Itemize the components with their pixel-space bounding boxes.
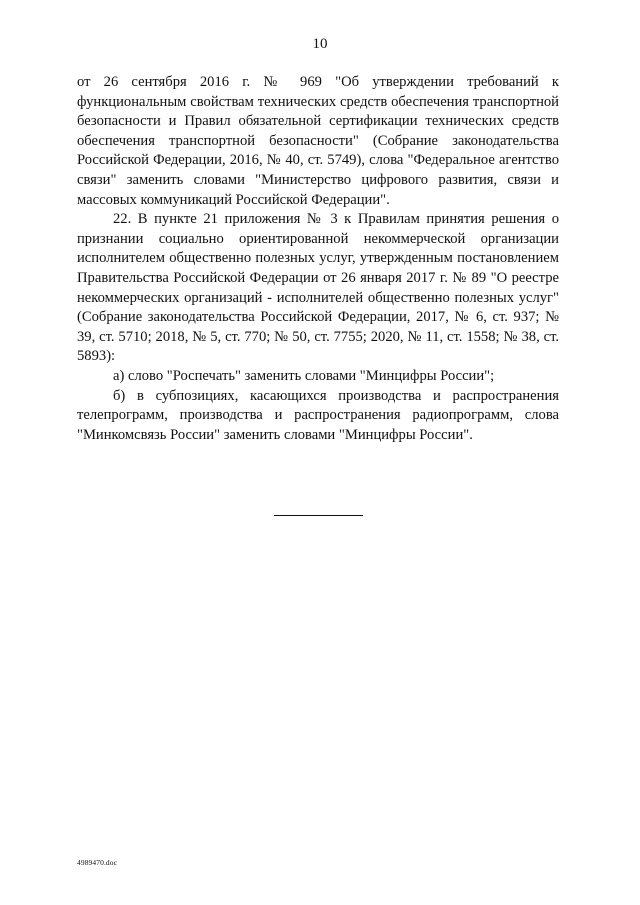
- end-separator-line: [274, 515, 363, 516]
- page-number: 10: [312, 36, 328, 52]
- paragraph-subitem-a: а) слово "Роспечать" заменить словами "Минцифры России";: [113, 367, 495, 384]
- paragraph-item-22: 22. В пункте 21 приложения № 3 к Правилам принятия решения о признании социально ориентированной некоммерческой организации исполнителем общественно полезных услуг, утвержденным постановлением Правительства Российской Федерации от 26 января 2017 г. № 89 "О реестре некоммерческих организаций - исполнителей общественно полезных услуг" (Собрание законодательства Российской Федерации, 2017, № 6, ст. 937; № 39, ст. 5710; 2018, № 5, ст. 770; № 50, ст. 7755; 2020, № 11, ст. 1558; № 38, ст. 5893):: [77, 211, 559, 365]
- paragraph-continuation: от 26 сентября 2016 г. № 969 "Об утверждении требований к функциональным свойствам технических средств обеспечения транспортной безопасности и Правил обязательной сертификации технических средств обеспечения транспортной безопасности" (Собрание законодательства Российской Федерации, 2016, № 40, ст. 5749), слова "Федеральное агентство связи" заменить словами "Министерство цифрового развития, связи и массовых коммуникаций Российской Федерации".: [77, 74, 559, 208]
- document-id: 4989470.doc: [77, 858, 118, 867]
- document-body: [77, 73, 559, 445]
- paragraph-subitem-b: б) в субпозициях, касающихся производства и распространения телепрограмм, производства и распространения радиопрограмм, слова "Минкомсвязь России" заменить словами "Минцифры России".: [77, 387, 559, 443]
